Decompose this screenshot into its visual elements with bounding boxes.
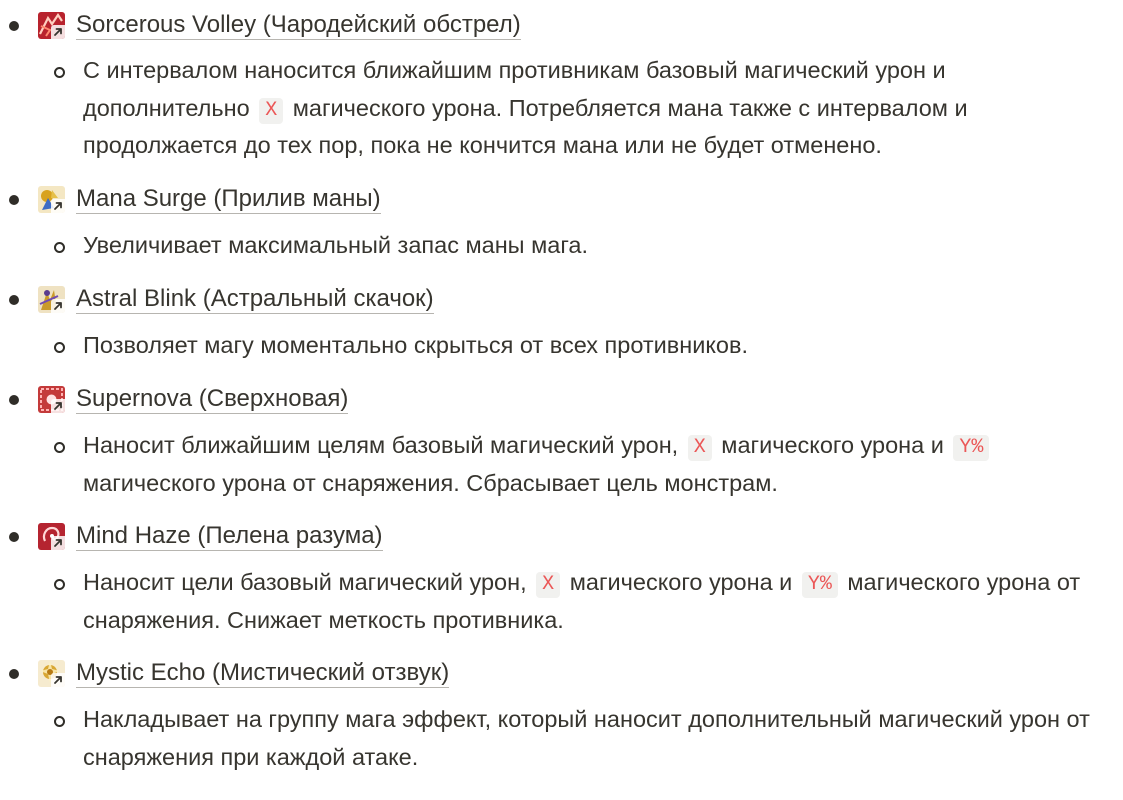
list-bullet — [9, 295, 19, 305]
skill-page-link[interactable]: Sorcerous Volley (Чародейский обстрел) — [76, 10, 521, 38]
list-bullet — [9, 395, 19, 405]
description-text: С интервалом наносится ближайшим противникам базовый магический урон и дополнительно — [83, 57, 946, 121]
inline-code-value: X — [688, 435, 712, 461]
mana-surge-icon — [38, 186, 65, 213]
skill-heading — [38, 381, 348, 417]
link-arrow-icon — [51, 536, 65, 550]
description-text: Накладывает на группу мага эффект, который наносит дополнительный магический урон от снаряжения при каждой атаке. — [83, 706, 1090, 770]
description-text: Наносит ближайшим целям базовый магический урон, — [83, 432, 685, 458]
description-text: Наносит цели базовый магический урон, — [83, 569, 534, 595]
link-arrow-icon — [51, 199, 65, 213]
skill-page-link[interactable]: Mind Haze (Пелена разума) — [76, 521, 383, 549]
link-arrow-icon — [51, 299, 65, 313]
astral-blink-icon — [38, 286, 65, 313]
mystic-echo-icon — [38, 660, 65, 687]
supernova-icon — [38, 386, 65, 413]
sorcerous-volley-icon — [38, 12, 65, 39]
description-text: Увеличивает максимальный запас маны мага. — [83, 232, 588, 258]
list-bullet — [9, 21, 19, 31]
list-bullet — [9, 669, 19, 679]
description-text: магического урона от снаряжения. Снижает меткость противника. — [83, 569, 1081, 633]
skill-page-link[interactable]: Supernova (Сверхновая) — [76, 384, 349, 412]
list-bullet — [9, 195, 19, 205]
list-bullet — [9, 532, 19, 542]
skill-page-link[interactable]: Mana Surge (Прилив маны) — [76, 184, 381, 212]
skill-description — [83, 327, 1113, 365]
sub-list-bullet — [54, 579, 65, 590]
link-arrow-icon — [51, 673, 65, 687]
inline-code-value: X — [259, 98, 283, 124]
skill-heading — [38, 181, 381, 217]
skill-heading — [38, 655, 449, 691]
skill-heading — [38, 281, 434, 317]
sub-list-bullet — [54, 442, 65, 453]
sub-list-bullet — [54, 242, 65, 253]
skill-page-link[interactable]: Astral Blink (Астральный скачок) — [76, 284, 434, 312]
sub-list-bullet — [54, 67, 65, 78]
description-text: магического урона. Потребляется мана также с интервалом и продолжается до тех пор, пока не кончится мана или не будет отменено. — [83, 94, 968, 158]
skill-description — [83, 427, 1113, 502]
inline-code-value: Y% — [953, 435, 989, 461]
skill-description — [83, 227, 1113, 265]
inline-code-value: X — [536, 572, 560, 598]
mind-haze-icon — [38, 523, 65, 550]
skill-description — [83, 564, 1113, 639]
sub-list-bullet — [54, 716, 65, 727]
skill-page-link[interactable]: Mystic Echo (Мистический отзвук) — [76, 658, 450, 686]
skill-description — [83, 52, 1113, 165]
link-arrow-icon — [51, 399, 65, 413]
description-text: магического урона и — [714, 432, 951, 458]
description-text: Позволяет магу моментально скрыться от всех противников. — [83, 332, 748, 358]
skill-heading — [38, 7, 521, 43]
description-text: магического урона от снаряжения. Сбрасывает цель монстрам. — [83, 469, 778, 496]
skill-description — [83, 701, 1113, 776]
skill-heading — [38, 518, 383, 554]
link-arrow-icon — [51, 25, 65, 39]
sub-list-bullet — [54, 342, 65, 353]
inline-code-value: Y% — [802, 572, 838, 598]
description-text: магического урона и — [563, 569, 799, 595]
